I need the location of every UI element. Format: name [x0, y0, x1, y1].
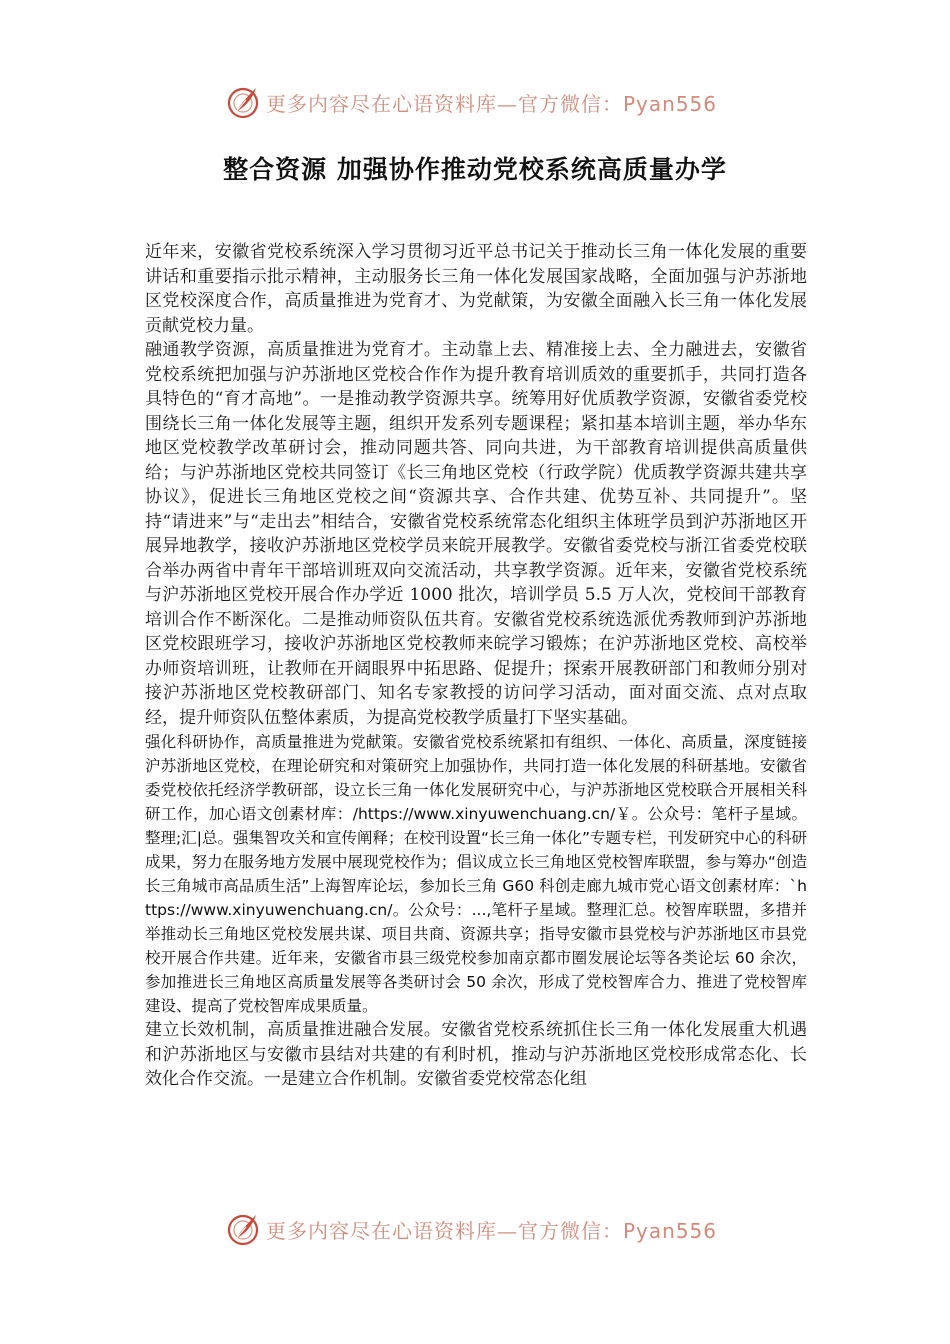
banner-slogan: 更多内容尽在心语资料库—官方微信： — [266, 1218, 623, 1243]
banner-slogan: 更多内容尽在心语资料库—官方微信： — [266, 91, 623, 116]
banner-text — [266, 88, 717, 117]
banner-wechat-id: Pyan556 — [623, 1218, 718, 1243]
feather-pen-logo-icon — [226, 1212, 260, 1246]
paragraph-intro: 近年来，安徽省党校系统深入学习贯彻习近平总书记关于推动长三角一体化发展的重要讲话和重要指示批示精神，主动服务长三角一体化发展国家战略，全面加强与沪苏浙地区党校深度合作，高质量推进为党育才、为党献策，为安徽全面融入长三角一体化发展贡献党校力量。 — [145, 242, 807, 336]
header-banner — [226, 82, 746, 122]
paragraph-long-term-mechanism: 建立长效机制，高质量推进融合发展。安徽省党校系统抓住长三角一体化发展重大机遇和沪苏浙地区与安徽市县结对共建的有利时机，推动与沪苏浙地区党校形成常态化、长效化合作交流。一是建立合作机制。安徽省委党校常态化组 — [145, 1020, 807, 1089]
paragraph-research-collaboration: 强化科研协作，高质量推进为党献策。安徽省党校系统紧扣有组织、一体化、高质量，深度链接沪苏浙地区党校，在理论研究和对策研究上加强协作，共同打造一体化发展的科研基地。安徽省委党校依托经济学教研部，设立长三角一体化发展研究中心，与沪苏浙地区党校联合开展相关科研工作，加心语文创素材库：/https://www.xinyuwenchuang.cn/￥。公众号：笔杆子星域。整理;汇|总。强集智攻关和宣传阐释；在校刊设置“长三角一体化”专题专栏，刊发研究中心的科研成果，努力在服务地方发展中展现党校作为；倡议成立长三角地区党校智库联盟，参与筹办“创造长三角城市高品质生活”上海智库论坛，参加长三角 G60 科创走廊九城市党心语文创素材库：`https://www.xinyuwenchuang.cn/。公众号：...,笔杆子星域。整理汇总。校智库联盟，多措并举推动长三角地区党校发展共谋、项目共商、资源共享；指导安徽市县党校与沪苏浙地区市县党校开展合作共建。近年来，安徽省市县三级党校参加南京都市圈发展论坛等各类论坛 60 余次，参加推进长三角地区高质量发展等各类研讨会 50 余次，形成了党校智库合力、推进了党校智库建设、提高了党校智库成果质量。 — [145, 733, 808, 1015]
document-title: 整合资源 加强协作推动党校系统高质量办学 — [223, 155, 727, 184]
paragraph-teaching-resources: 融通教学资源，高质量推进为党育才。主动靠上去、精准接上去、全力融进去，安徽省党校系统把加强与沪苏浙地区党校合作作为提升教育培训质效的重要抓手，共同打造各具特色的“育才高地”。一是推动教学资源共享。统筹用好优质教学资源，安徽省委党校围绕长三角一体化发展等主题，组织开发系列专题课程；紧扣基本培训主题，举办华东地区党校教学改革研讨会，推动同题共答、同向共进，为干部教育培训提供高质量供给；与沪苏浙地区党校共同签订《长三角地区党校（行政学院）优质教学资源共建共享协议》，促进长三角地区党校之间“资源共享、合作共建、优势互补、共同提升”。坚持“请进来”与“走出去”相结合，安徽省党校系统常态化组织主体班学员到沪苏浙地区开展异地教学，接收沪苏浙地区党校学员来皖开展教学。安徽省委党校与浙江省委党校联合举办两省中青年干部培训班双向交流活动，共享教学资源。近年来，安徽省党校系统与沪苏浙地区党校开展合作办学近 1000 批次，培训学员 5.5 万人次，党校间干部教育培训合作不断深化。二是推动师资队伍共育。安徽省党校系统选派优秀教师到沪苏浙地区党校跟班学习，接收沪苏浙地区党校教师来皖学习锻炼；在沪苏浙地区党校、高校举办师资培训班，让教师在开阔眼界中拓思路、促提升；探索开展教研部门和教师分别对接沪苏浙地区党校教研部门、知名专家教授的访问学习活动，面对面交流、点对点取经，提升师资队伍整体素质，为提高党校教学质量打下坚实基础。 — [145, 340, 807, 728]
feather-pen-logo-icon — [226, 85, 260, 119]
footer-banner — [226, 1209, 746, 1249]
document-body — [145, 240, 807, 1092]
banner-wechat-id: Pyan556 — [623, 91, 718, 116]
banner-text — [266, 1215, 717, 1244]
